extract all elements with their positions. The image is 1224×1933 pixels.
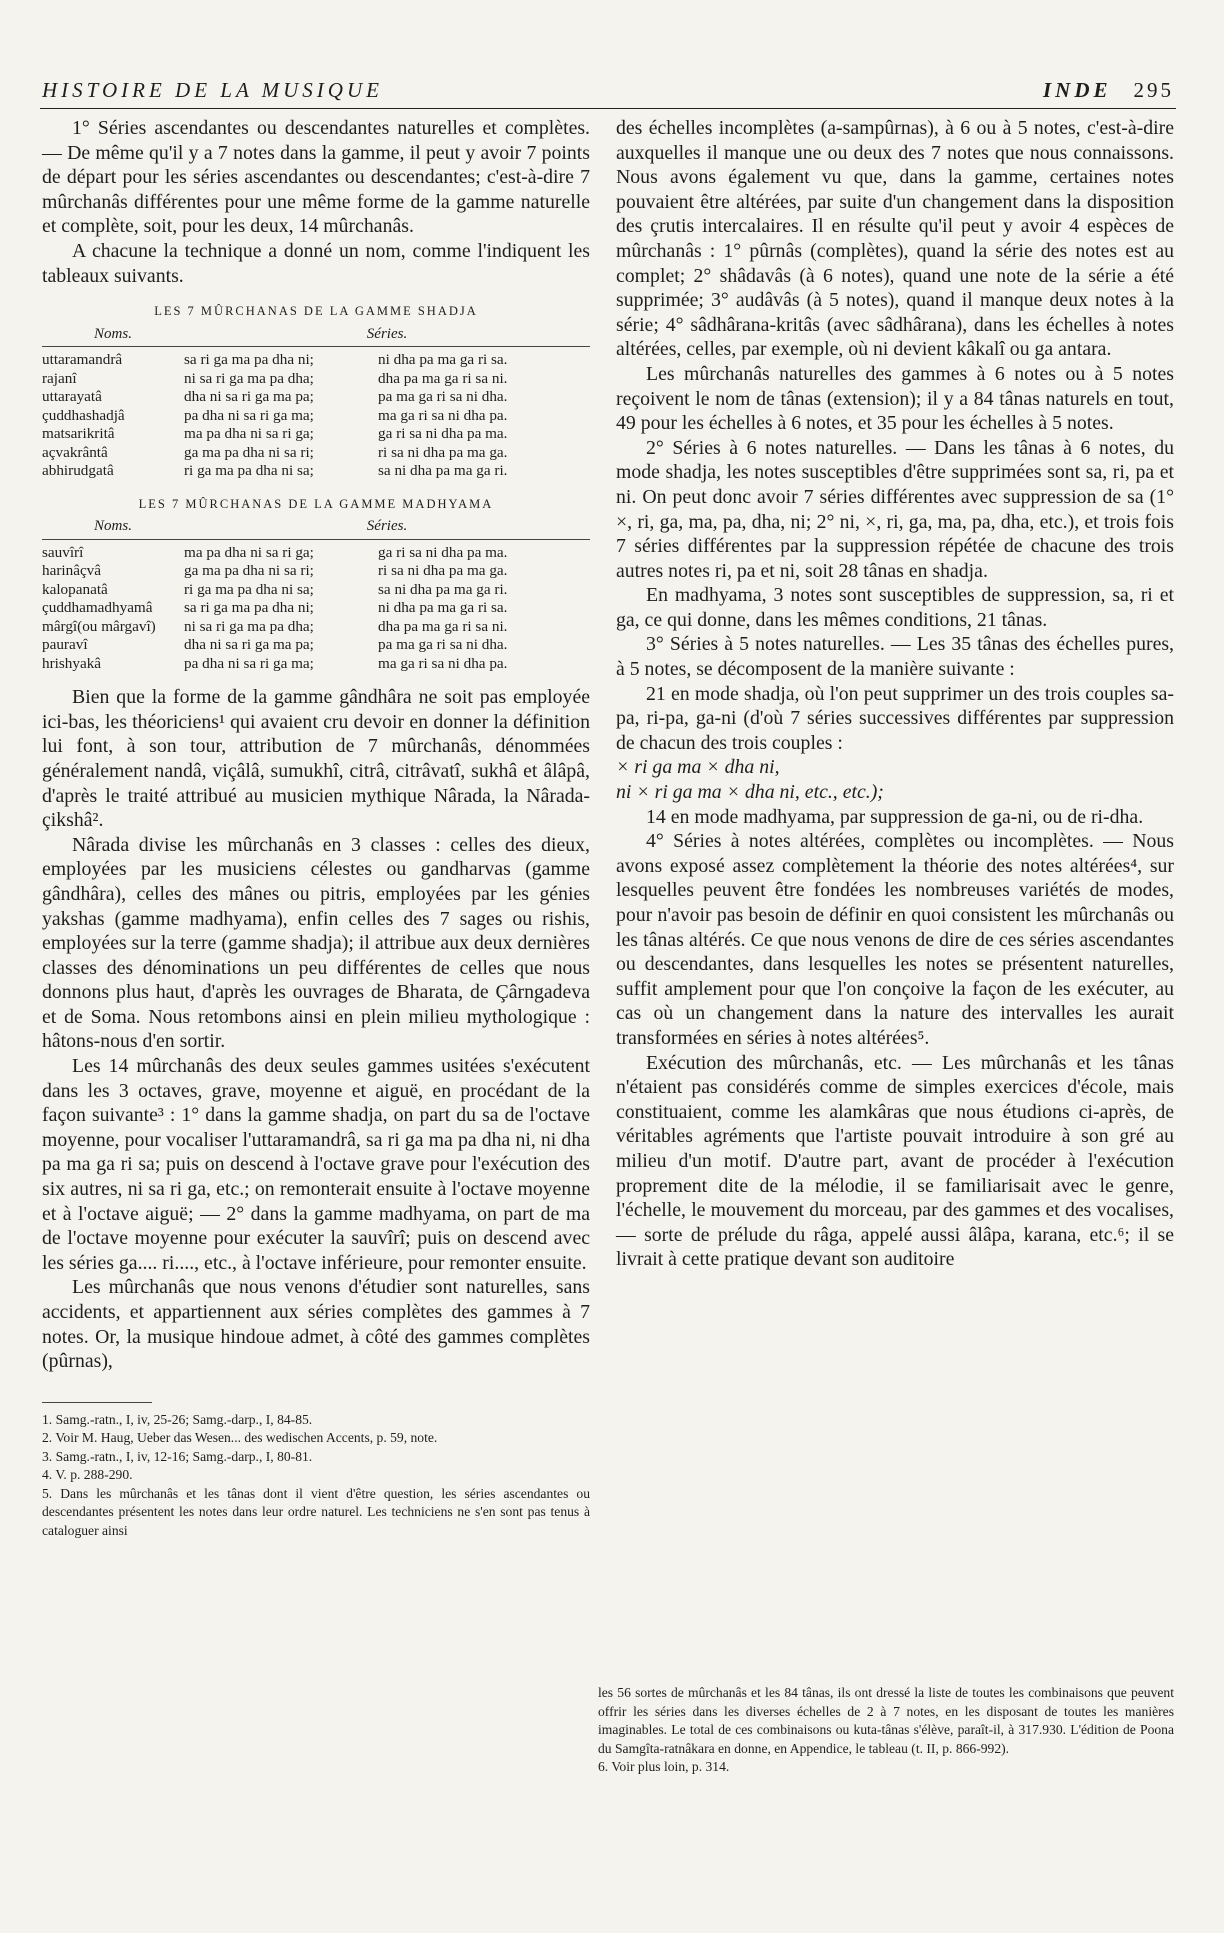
shadja-murchanas-table [42,302,590,481]
paragraph: des échelles incomplètes (a-sampûrnas), à 6 ou à 5 notes, c'est-à-dire auxquelles il manque une ou deux des 7 notes que nous connaissons. Nous avons également vu que, dans la gamme, certaines notes pouvaient être altérées, par suite d'un changement dans la disposition des çrutis intercalaires. Il en résulte qu'il peut y avoir 4 espèces de mûrchanâs : 1° pûrnâs (complètes), quand la série des notes est au complet; 2° shâdavâs (à 6 notes), quand une note de la série a été supprimée; 3° audâvâs (à 5 notes), quand il manque deux notes à la série; 4° sâdhârana-kritâs (avec sâdhârana), dans les échelles à notes altérées, celles, par exemple, où ni devient kâkalî ou ga antara. [616,117,1174,361]
table-row [42,388,590,407]
footnote-continued: les 56 sortes de mûrchanâs et les 84 tânas, ils ont dressé la liste de toutes les combinaisons que peuvent offrir les séries dans les diverses échelles de 2 à 7 notes, en les disposant de toutes les manières imaginables. Le total de ces combinaisons ou kuta-tânas s'élève, paraît-il, à 317.930. L'édition de Poona du Samgîta-ratnâkara en donne, en Appendice, le tableau (t. II, p. 866-992). [598,1685,1174,1756]
murchana-name: çuddhashadjâ [42,406,125,424]
footnotes-left [42,1411,590,1541]
table-row [42,655,590,674]
table-header [42,325,590,344]
table-rule [42,539,590,540]
table-title: LES 7 MÛRCHANAS DE LA GAMME SHADJA [154,304,478,319]
table-row [42,425,590,444]
descending-series: ri sa ni dha pa ma ga. [378,562,508,580]
murchana-name: mârgî(ou mârgavî) [42,617,156,635]
ascending-series: ga ma pa dha ni sa ri; [184,443,314,461]
col-header-series: Séries. [366,518,408,535]
paragraph: Les mûrchanâs que nous venons d'étudier sont naturelles, sans accidents, et appartiennent aux séries complètes des gammes à 7 notes. Or, la musique hindoue admet, à côté des gammes complètes (pûrnas), [42,1276,590,1373]
ascending-series: ma pa dha ni sa ri ga; [184,543,314,561]
descending-series: dha pa ma ga ri sa ni. [378,617,508,635]
header-rule [40,108,1176,109]
ascending-series: ri ga ma pa dha ni sa; [184,462,314,480]
footnote-rule [42,1402,152,1403]
ascending-series: pa dha ni sa ri ga ma; [184,654,314,672]
madhyama-murchanas-table [42,495,590,674]
murchana-name: abhirudgatâ [42,462,114,480]
running-header [42,78,1174,108]
ascending-series: ri ga ma pa dha ni sa; [184,580,314,598]
murchana-name: harinâçvâ [42,562,102,580]
descending-series: ma ga ri sa ni dha pa. [378,406,508,424]
ascending-series: pa dha ni sa ri ga ma; [184,406,314,424]
murchana-name: pauravî [42,636,88,654]
footnote: 4. V. p. 288-290. [42,1467,133,1483]
paragraph: 3° Séries à 5 notes naturelles. — Les 35 tânas des échelles pures, à 5 notes, se décomposent de la manière suivante : [616,633,1174,681]
ascending-series: dha ni sa ri ga ma pa; [184,388,314,406]
paragraph: Bien que la forme de la gamme gândhâra ne soit pas employée ici-bas, les théoriciens¹ qui avaient cru devoir en donner la définition lui font, à son tour, attribution de 7 mûrchanâs, dénommées généralement nandâ, viçâlâ, sumukhî, citrâ, citrâvatî, sukhâ et âlâpâ, d'après le traité attribué au musicien mythique Nârada, la Nârada-çikshâ². [42,686,590,832]
table-row [42,444,590,463]
table-row [42,407,590,426]
descending-series: pa ma ga ri sa ni dha. [378,636,508,654]
descending-series: ma ga ri sa ni dha pa. [378,654,508,672]
footnote: 3. Samg.-ratn., I, iv, 12-16; Samg.-darp., I, 80-81. [42,1448,313,1464]
ascending-series: ni sa ri ga ma pa dha; [184,369,314,387]
series-example: ni × ri ga ma × dha ni, etc., etc.); [616,781,884,804]
table-body [42,544,590,674]
table-rule [42,346,590,347]
paragraph: En madhyama, 3 notes sont susceptibles de suppression, sa, ri et ga, ce qui donne, dans les mêmes conditions, 21 tânas. [616,584,1174,631]
descending-series: sa ni dha pa ma ga ri. [378,462,508,480]
ascending-series: ma pa dha ni sa ri ga; [184,425,314,443]
ascending-series: ga ma pa dha ni sa ri; [184,562,314,580]
murchana-name: sauvîrî [42,543,84,561]
paragraph: 4° Séries à notes altérées, complètes ou incomplètes. — Nous avons exposé assez complètement la théorie des notes altérées⁴, sur lesquelles peuvent être fondées les nombreuses variétés de modes, pour n'avoir pas besoin de définir en quoi consistent les mûrchanâs ou les tânas altérés. Ce que nous venons de dire de ces séries ascendantes ou descendantes, dans lesquelles les notes se présentent naturelles, suffit amplement pour que l'on conçoive la façon de les exécuter, au cas où un changement dans la nature des intervalles les aurait transformées en séries à notes altérées⁵. [616,830,1174,1049]
footnote: 2. Voir M. Haug, Ueber das Wesen... des wedischen Accents, p. 59, note. [42,1430,438,1446]
right-column [616,116,1174,1272]
ascending-series: sa ri ga ma pa dha ni; [184,599,314,617]
table-body [42,351,590,481]
descending-series: ga ri sa ni dha pa ma. [378,425,508,443]
header-right [1043,78,1174,103]
left-column [42,116,590,1540]
table-header [42,517,590,536]
table-row [42,544,590,563]
col-header-series: Séries. [366,325,408,342]
footnote: 1. Samg.-ratn., I, iv, 25-26; Samg.-darp., I, 84-85. [42,1411,313,1427]
table-row [42,370,590,389]
table-title: LES 7 MÛRCHANAS DE LA GAMME MADHYAMA [138,496,494,511]
paragraph: 2° Séries à 6 notes naturelles. — Dans les tânas à 6 notes, du mode shadja, les notes susceptibles d'être supprimées sont sa, ri, pa et ni. On peut donc avoir 7 séries différentes avec suppression de sa (1° ×, ri, ga, ma, pa, dha, ni; 2° ni, ×, ri, ga, ma, pa, dha, etc.), et trois fois 7 séries différentes par la suppression répétée de chacune des trois autres notes ri, pa et ni, soit 28 tânas en shadja. [616,436,1174,582]
col-header-names: Noms. [94,325,132,342]
table-row [42,462,590,481]
descending-series: ri sa ni dha pa ma ga. [378,443,508,461]
paragraph: Exécution des mûrchanâs, etc. — Les mûrchanâs et les tânas n'étaient pas considérés comme de simples exercices d'école, mais constituaient, comme les alamkâras que nous étudions ci-après, de véritables agréments que l'artiste pouvait introduire à son gré au milieu d'un motif. D'autre part, avant de procéder à l'exécution proprement dite de la mélodie, il se familiarisait avec le genre, l'échelle, le mouvement du morceau, par des gammes et des vocalises, — sorte de prélude du râga, appelé aussi âlâpa, karana, etc.⁶; il se livrait à cette pratique devant son auditoire [616,1051,1174,1271]
murchana-name: kalopanatâ [42,580,108,598]
descending-series: pa ma ga ri sa ni dha. [378,388,508,406]
table-row [42,618,590,637]
murchana-name: çuddhamadhyamâ [42,599,153,617]
ascending-series: ni sa ri ga ma pa dha; [184,617,314,635]
descending-series: sa ni dha pa ma ga ri. [378,580,508,598]
ascending-series: sa ri ga ma pa dha ni; [184,351,314,369]
table-row [42,636,590,655]
murchana-name: uttaramandrâ [42,351,123,369]
paragraph: A chacune la technique a donné un nom, comme l'indiquent les tableaux suivants. [42,239,590,287]
header-section-title: INDE [1042,78,1112,102]
ascending-series: dha ni sa ri ga ma pa; [184,636,314,654]
descending-series: dha pa ma ga ri sa ni. [378,369,508,387]
page-number: 295 [1133,78,1174,102]
murchana-name: matsarikritâ [42,425,115,443]
murchana-name: uttarayatâ [42,388,102,406]
footnote: 5. Dans les mûrchanâs et les tânas dont il vient d'être question, les séries ascendantes ou descendantes présentent les notes dans leur ordre naturel. Les techniciens ne s'en sont pas tenus à cataloguer ainsi [42,1485,590,1538]
header-book-title: HISTOIRE DE LA MUSIQUE [42,78,383,102]
col-header-names: Noms. [94,518,132,535]
footnotes-right [598,1684,1174,1777]
murchana-name: açvakrântâ [42,443,108,461]
series-example: × ri ga ma × dha ni, [616,756,780,779]
paragraph: Les 14 mûrchanâs des deux seules gammes usitées s'exécutent dans les 3 octaves, grave, moyenne et aiguë, en procédant de la façon suivante³ : 1° dans la gamme shadja, on part du sa de l'octave moyenne, pour vocaliser l'uttaramandrâ, sa ri ga ma pa dha ni, ni dha pa ma ga ri sa; puis on descend à l'octave grave pour l'exécution des six autres, ni sa ri ga, etc.; on remonterait ensuite à l'octave moyenne et à l'octave aiguë; — 2° dans la gamme madhyama, on part de ma de l'octave moyenne pour exécuter la sauvîrî; puis on descend avec les séries ga.... ri...., etc., à l'octave inférieure, pour remonter ensuite. [42,1055,590,1274]
table-row [42,599,590,618]
paragraph: Les mûrchanâs naturelles des gammes à 6 notes ou à 5 notes reçoivent le nom de tânas (extension); il y a 84 tânas naturels en tout, 49 pour les échelles à 6 notes, et 35 pour les échelles à 5 notes. [616,362,1174,435]
descending-series: ga ri sa ni dha pa ma. [378,543,508,561]
table-row [42,581,590,600]
paragraph: Nârada divise les mûrchanâs en 3 classes : celles des dieux, employées par les musiciens célestes ou gandharvas (gamme gândhâra), celles des mânes ou pitris, employées par les génies yakshas (gamme madhyama), enfin celles des 7 sages ou rishis, employées sur la terre (gamme shadja); il attribue aux deux dernières classes des dénominations un peu différentes de celles que nous donnons plus haut, d'après les ouvrages de Bharata, de Çârngadeva et de Soma. Nous retombons ainsi en plein milieu mythologique : hâtons-nous d'en sortir. [42,833,590,1053]
table-row [42,351,590,370]
descending-series: ni dha pa ma ga ri sa. [378,351,508,369]
paragraph: 21 en mode shadja, où l'on peut supprimer un des trois couples sa-pa, ri-pa, ga-ni (d'où 7 séries successives différentes par suppression de chacun des trois couples : [616,682,1174,754]
footnote: 6. Voir plus loin, p. 314. [598,1759,730,1774]
paragraph: 14 en mode madhyama, par suppression de ga-ni, ou de ri-dha. [646,805,1144,828]
table-row [42,562,590,581]
murchana-name: rajanî [42,369,77,387]
paragraph: 1° Séries ascendantes ou descendantes naturelles et complètes. — De même qu'il y a 7 notes dans la gamme, il peut y avoir 7 points de départ pour les séries ascendantes ou descendantes; c'est-à-dire 7 mûrchanâs différentes pour une même forme de la gamme naturelle et complète, soit, pour les deux, 14 mûrchanâs. [42,117,590,238]
murchana-name: hrishyakâ [42,654,102,672]
descending-series: ni dha pa ma ga ri sa. [378,599,508,617]
